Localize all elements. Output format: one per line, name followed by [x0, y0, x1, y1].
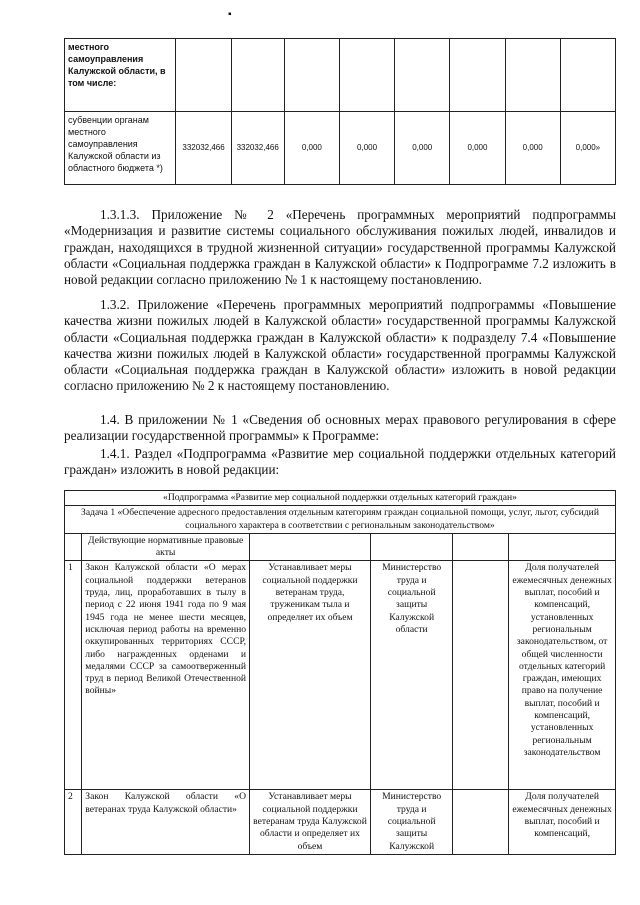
table-row: [65, 39, 616, 112]
budget-value: 332032,466: [176, 112, 231, 185]
act-description: Устанавливает меры социальной поддержки ветеранам труда, труженикам тыла и определяет их объем: [250, 561, 371, 790]
budget-value: 0,000»: [560, 112, 615, 185]
paragraph-1-4-1: 1.4.1. Раздел «Подпрограмма «Развитие мер социальной поддержки отдельных категорий граждан» изложить в новой редакции:: [64, 446, 616, 478]
budget-value: 0,000: [450, 112, 505, 185]
indicator: Доля получателей ежемесячных денежных выплат, пособий и компенсаций, установленных региональным законодательством, от общей численности отдельных категорий граждан, имеющих право на получение выплат, пособий и компенсаций, установленных региональным законодательством: [509, 561, 616, 790]
paragraph-1-3-1-3: 1.3.1.3. Приложение № 2 «Перечень программных мероприятий подпрограммы «Модернизация и развитие системы социального обслуживания пожилых людей, инвалидов и граждан, находящихся в трудной жизненной ситуации» государственной программы Калужской области «Социальная поддержка граждан в Калужской области» к Подпрограмме 7.2 изложить в новой редакции согласно приложению № 1 к настоящему постановлению.: [64, 207, 616, 288]
budget-table: [64, 38, 616, 185]
table-row: [65, 506, 616, 534]
legal-act: Закон Калужской области «О мерах социальной поддержки ветеранов труда, лиц, проработавших в тылу в период с 22 июня 1941 года по 9 мая 1945 года не менее шести месяцев, исключая период работы на временно оккупированных территориях СССР, либо награжденных орденами и медалями СССР за самоотверженный труд в период Великой Отечественной войны»: [82, 561, 250, 790]
responsible-ministry: Министерство труда и социальной защиты Калужской области: [370, 561, 452, 790]
row-number: 2: [65, 790, 82, 854]
budget-row-label: субвенции органам местного самоуправления Калужской области из областного бюджета *): [65, 112, 176, 185]
table-row: [65, 491, 616, 506]
responsible-ministry: Министерство труда и социальной защиты Калужской: [370, 790, 452, 854]
column-header-acts: Действующие нормативные правовые акты: [82, 533, 250, 561]
budget-value: 0,000: [339, 112, 394, 185]
regulation-table: [64, 490, 616, 855]
row-number: 1: [65, 561, 82, 790]
budget-value: 332032,466: [231, 112, 284, 185]
budget-row-label: местного самоуправления Калужской области, в том числе:: [65, 39, 176, 112]
budget-value: 0,000: [505, 112, 560, 185]
page-mark: ▪: [228, 9, 232, 20]
table-row: [65, 112, 616, 185]
paragraph-1-3-2: 1.3.2. Приложение «Перечень программных мероприятий подпрограммы «Повышение качества жизни пожилых людей в Калужской области» государственной программы Калужской области «Социальная поддержка граждан в Калужской области» к подразделу 7.4 «Повышение качества жизни пожилых людей в Калужской области» государственной программы Калужской области «Социальная поддержка граждан в Калужской области» изложить в новой редакции согласно приложению № 2 к настоящему постановлению.: [64, 297, 616, 394]
budget-value: 0,000: [284, 112, 339, 185]
table-row: [65, 561, 616, 790]
indicator: Доля получателей ежемесячных денежных выплат, пособий и компенсаций,: [509, 790, 616, 854]
table-row: [65, 533, 616, 561]
table-row: [65, 790, 616, 854]
act-description: Устанавливает меры социальной поддержки ветеранам труда Калужской области и определяет их объем: [250, 790, 371, 854]
subprogram-header: «Подпрограмма «Развитие мер социальной поддержки отдельных категорий граждан»: [65, 491, 616, 506]
paragraph-1-4: 1.4. В приложении № 1 «Сведения об основных мерах правового регулирования в сфере реализации государственной программы» к Программе:: [64, 412, 616, 444]
task-header: Задача 1 «Обеспечение адресного предоставления отдельным категориям граждан социальной помощи, услуг, льгот, субсидий социального характера в соответствии с региональным законодательством»: [65, 506, 616, 534]
budget-value: 0,000: [395, 112, 450, 185]
legal-act: Закон Калужской области «О ветеранах труда Калужской области»: [82, 790, 250, 854]
